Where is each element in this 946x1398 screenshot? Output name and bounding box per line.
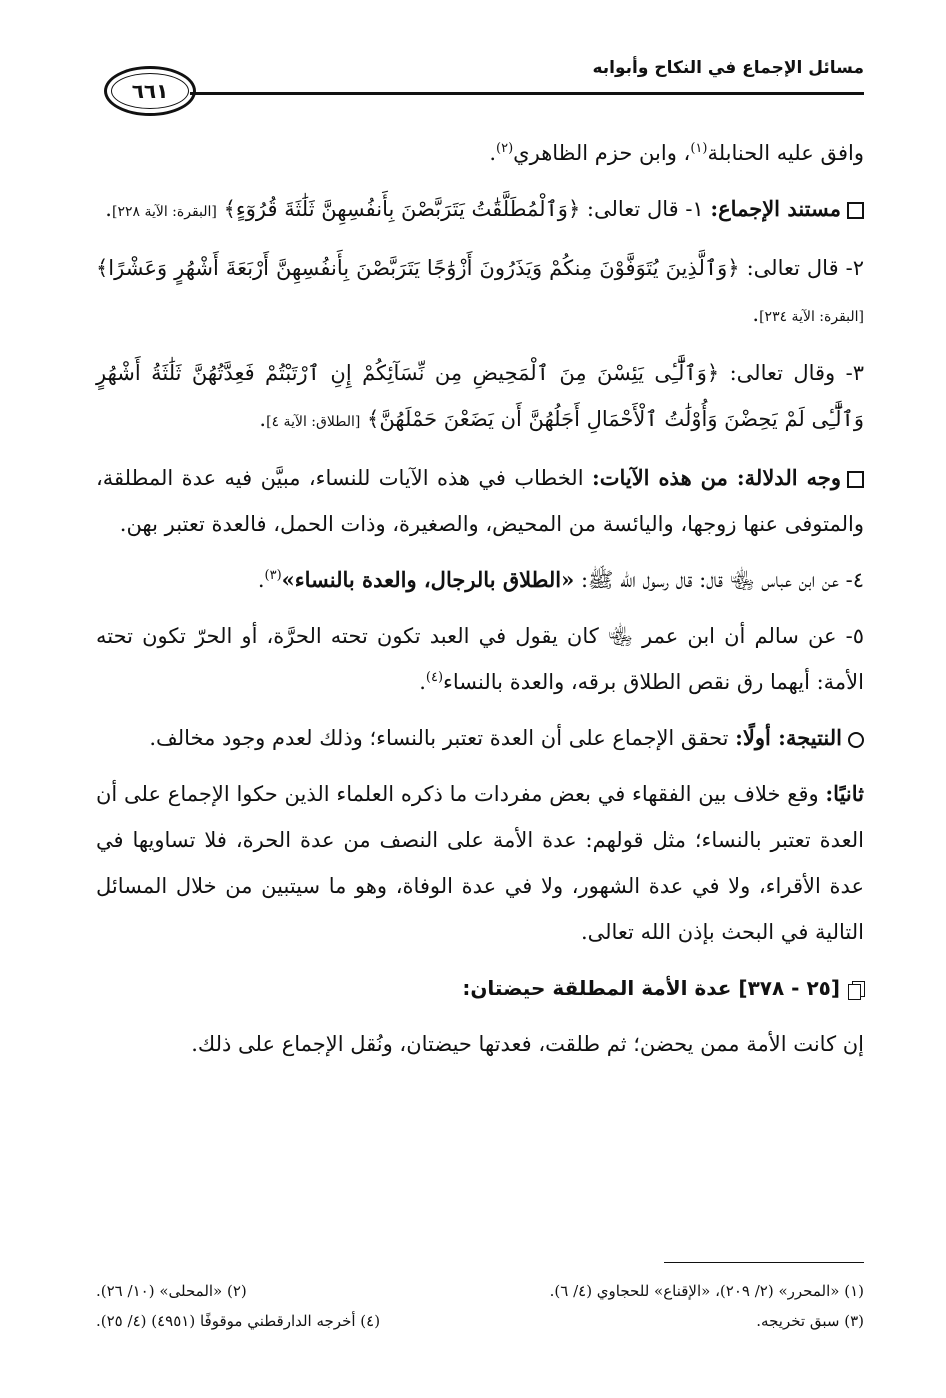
footnote-ref-1: (١) <box>690 141 708 156</box>
paragraph-verse-2: ٢- قال تعالى: ﴿وَٱلَّذِينَ يُتَوَفَّوْنَ مِنكُمْ وَيَذَرُونَ أَزْوَٰجًا يَتَرَبَّصْنَ بِأَنفُسِهِنَّ أَرْبَعَةَ أَشْهُرٍ وَعَشْرًا﴾ [البقرة: الآية ٢٣٤]. <box>96 256 864 326</box>
verse-2-citation: [البقرة: الآية ٢٣٤] <box>759 309 864 325</box>
paragraph-slave-woman: إن كانت الأمة ممن يحضن؛ ثم طلقت، فعدتها حيضتان، ونُقل الإجماع على ذلك. <box>191 1032 864 1056</box>
footnote-ref-4: (٤) <box>425 670 444 685</box>
page-number-badge <box>104 66 196 116</box>
footnote-row <box>96 1276 864 1306</box>
section-heading: [٢٥ - ٣٧٨] عدة الأمة المطلقة حيضتان: <box>96 965 864 1011</box>
hadith-quote: «الطلاق بالرجال، والعدة بالنساء» <box>281 567 575 592</box>
verse-1: ١- قال تعالى: ﴿وَٱلْمُطَلَّقَٰتُ يَتَرَبَّصْنَ بِأَنفُسِهِنَّ ثَلَٰثَةَ قُرُوٓءٍ﴾ <box>223 197 704 221</box>
paragraph-agreement: وافق عليه الحنابلة$^{(١)}$، وابن حزم الظاهري$^{(٢)}$. <box>489 141 864 165</box>
evidence-label: وجه الدلالة: من هذه الآيات: <box>591 465 841 490</box>
paragraph-basis: مستند الإجماع: ١- قال تعالى: ﴿وَٱلْمُطَلَّقَٰتُ يَتَرَبَّصْنَ بِأَنفُسِهِنَّ ثَلَٰثَةَ قُرُوٓءٍ﴾ [البقرة: الآية ٢٢٨]. <box>96 186 864 235</box>
paragraph-result-first: النتيجة: أولًا: تحقق الإجماع على أن العدة تعتبر بالنساء؛ وذلك لعدم وجود مخالف. <box>96 715 864 761</box>
second-label: ثانيًا: <box>825 781 864 806</box>
page-number-inner-ring <box>111 73 189 109</box>
footnote-row <box>96 1306 864 1336</box>
running-title: مسائل الإجماع في النكاح وأبوابه <box>592 58 864 78</box>
footnote-ref-3: (٣) <box>264 568 282 583</box>
square-bullet-icon <box>847 471 864 488</box>
basis-label: مستند الإجماع: <box>710 196 841 221</box>
footnote-1: (١) «المحرر» (٢/ ٢٠٩)، «الإقناع» للحجاوي (٤/ ٦). <box>549 1282 864 1300</box>
body-text <box>96 130 864 1077</box>
footnotes <box>96 1276 864 1336</box>
square-bullet-icon <box>847 202 864 219</box>
footnote-3: (٣) سبق تخريجه. <box>756 1312 864 1330</box>
paragraph-hadith-5: ٥- عن سالم أن ابن عمر ﵄ كان يقول في العبد تكون تحته الحرَّة، أو الحرّ تكون تحته الأمة: أيهما رق نقص الطلاق برقه، والعدة بالنساء$^{(٤)}$. <box>96 624 864 694</box>
paragraph-result-second: ثانيًا: وقع خلاف بين الفقهاء في بعض مفردات ما ذكره العلماء الذين حكوا الإجماع على أن العدة تعتبر بالنساء؛ مثل قولهم: عدة الأمة على النصف من عدة الحرة، فلا تساويها في عدة الأقراء، ولا في عدة الشهور، ولا في عدة الوفاة، وهو ما سيتبين من خلال المسائل التالية في البحث بإذن الله تعالى. <box>96 781 864 944</box>
page-number: ٦٦١ <box>131 79 169 103</box>
verse-3-citation: [الطلاق: الآية ٤] <box>266 414 361 430</box>
verse-3: ٣- وقال تعالى: ﴿وَٱلَّٰٓـِٔى يَئِسْنَ مِنَ ٱلْمَحِيضِ مِن نِّسَآئِكُمْ إِنِ ٱرْتَبْتُمْ فَعِدَّتُهُنَّ ثَلَٰثَةُ أَشْهُرٍ وَٱلَّٰٓـِٔى لَمْ يَحِضْنَ وَأُوْلَٰتُ ٱلْأَحْمَالِ أَجَلُهُنَّ أَن يَضَعْنَ حَمْلَهُنَّ﴾ <box>96 361 864 431</box>
footnote-rule <box>664 1262 864 1263</box>
circle-bullet-icon <box>848 732 864 748</box>
footnote-ref-2: (٢) <box>496 141 514 156</box>
footnote-4: (٤) أخرجه الدارقطني موقوفًا (٤٩٥١) (٤/ ٢٥). <box>96 1312 381 1330</box>
paragraph-hadith-4: ٤- عن ابن عباس ﵄ قال: قال رسول الله ﷺ: «الطلاق بالرجال، والعدة بالنساء»$^{(٣)}$. <box>257 567 864 592</box>
copy-document-icon <box>848 981 864 999</box>
result-label: النتيجة: أولًا: <box>735 725 842 750</box>
paragraph-verse-3: ٣- وقال تعالى: ﴿وَٱلَّٰٓـِٔى يَئِسْنَ مِنَ ٱلْمَحِيضِ مِن نِّسَآئِكُمْ إِنِ ٱرْتَبْتُمْ فَعِدَّتُهُنَّ ثَلَٰثَةُ أَشْهُرٍ وَٱلَّٰٓـِٔى لَمْ يَحِضْنَ وَأُوْلَٰتُ ٱلْأَحْمَالِ أَجَلُهُنَّ أَن يَضَعْنَ حَمْلَهُنَّ﴾ [الطلاق: الآية ٤]. <box>96 361 864 431</box>
footnote-2: (٢) «المحلى» (١٠/ ٢٦). <box>96 1282 247 1300</box>
verse-1-citation: [البقرة: الآية ٢٢٨] <box>111 204 217 220</box>
paragraph-evidence: وجه الدلالة: من هذه الآيات: الخطاب في هذه الآيات للنساء، مبيَّن فيه عدة المطلقة، والمتوفى عنها زوجها، واليائسة من المحيض، والصغيرة، وذات الحمل، فالعدة تعتبر بهن. <box>96 465 864 536</box>
verse-2: ٢- قال تعالى: ﴿وَٱلَّذِينَ يُتَوَفَّوْنَ مِنكُمْ وَيَذَرُونَ أَزْوَٰجًا يَتَرَبَّصْنَ بِأَنفُسِهِنَّ أَرْبَعَةَ أَشْهُرٍ وَعَشْرًا﴾ <box>96 256 864 280</box>
header-rule <box>190 92 864 95</box>
